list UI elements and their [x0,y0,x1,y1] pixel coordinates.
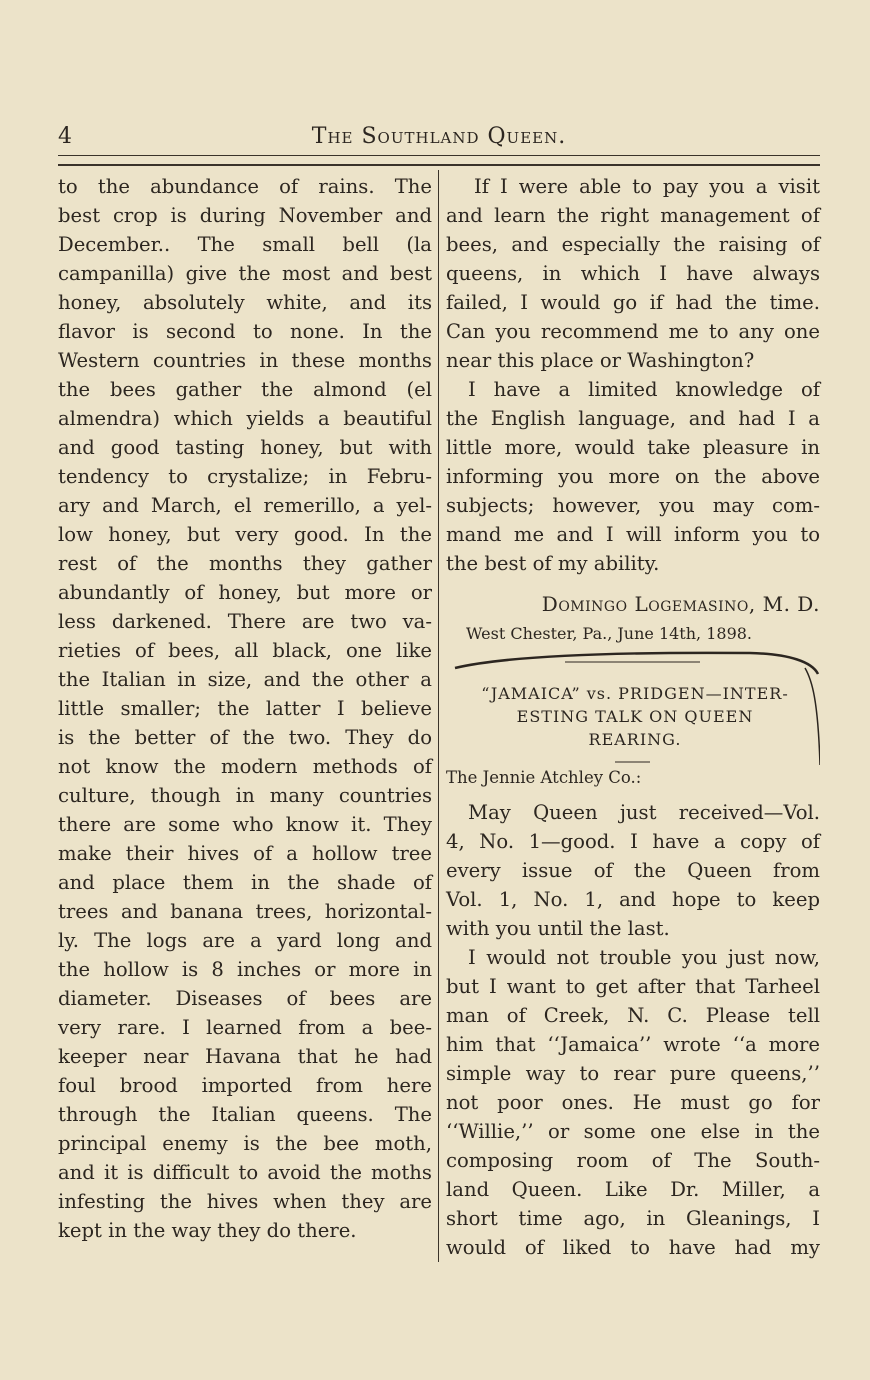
left-line: honey, absolutely white, and its [58,291,432,314]
left-line: rieties of bees, all black, one like [58,639,432,662]
left-line: keeper near Havana that he had [58,1045,432,1068]
left-line: and good tasting honey, but with [58,436,432,459]
left-line: rest of the months they gather [58,552,432,575]
article-line: I would not trouble you just now, [468,946,820,969]
left-line: abundantly of honey, but more or [58,581,432,604]
article-line: ‘‘Willie,’’ or some one else in the [446,1120,820,1143]
right-line: bees, and especially the raising of [446,233,820,256]
left-line: kept in the way they do there. [58,1219,357,1242]
signature-name: Domingo Logemasino, M. D. [541,592,820,616]
page-number: 4 [58,124,72,149]
left-line: not know the modern methods of [58,755,432,778]
article-line: simple way to rear pure queens,’’ [446,1062,820,1085]
left-line: very rare. I learned from a bee- [58,1016,432,1039]
right-line: near this place or Washington? [446,349,755,372]
running-title: The Southland Queen. [311,124,567,149]
article-line: Vol. 1, No. 1, and hope to keep [446,888,820,911]
article-line: him that ‘‘Jamaica’’ wrote ‘‘a more [446,1033,820,1056]
article-line: not poor ones. He must go for [446,1091,820,1114]
left-line: foul brood imported from here [58,1074,432,1097]
article-line: short time ago, in Gleanings, I [446,1207,820,1230]
left-line: make their hives of a hollow tree [58,842,432,865]
page-header [58,118,820,154]
left-line: infesting the hives when they are [58,1190,432,1213]
left-line: through the Italian queens. The [58,1103,432,1126]
heading-line: “JAMAICA” vs. PRIDGEN—INTER- [481,684,789,703]
article-line: composing room of The South- [446,1149,820,1172]
right-line: and learn the right management of [446,204,820,227]
right-line: the best of my ability. [446,552,660,575]
left-line: December.. The small bell (la [58,233,432,256]
left-line: ly. The logs are a yard long and [58,929,432,952]
left-line: ary and March, el remerillo, a yel- [58,494,432,517]
header-double-rule [58,155,820,166]
right-column-top [446,172,820,578]
heading-line: REARING. [588,730,682,749]
right-line: informing you more on the above [446,465,820,488]
left-line: almendra) which yields a beautiful [58,407,432,430]
article-line: but I want to get after that Tarheel [446,975,820,998]
left-line: little smaller; the latter I believe [58,697,432,720]
article-line: every issue of the Queen from [446,859,820,882]
article-line: 4, No. 1—good. I have a copy of [446,830,820,853]
left-line: there are some who know it. They [58,813,432,836]
left-line: campanilla) give the most and best [58,262,432,285]
article-body [446,798,820,1262]
left-line: and it is difficult to avoid the moths [58,1161,432,1184]
salutation: The Jennie Atchley Co.: [446,768,642,787]
article-line: May Queen just received—Vol. [468,801,820,824]
left-line: the Italian in size, and the other a [58,668,432,691]
article-heading [450,682,820,751]
right-line: little more, would take pleasure in [446,436,820,459]
right-line: failed, I would go if had the time. [446,291,820,314]
left-line: low honey, but very good. In the [58,523,432,546]
right-line: queens, in which I have always [446,262,820,285]
right-line: mand me and I will inform you to [446,523,820,546]
left-line: Western countries in these months [58,349,432,372]
article-line: land Queen. Like Dr. Miller, a [446,1178,820,1201]
right-line: the English language, and had I a [446,407,820,430]
left-line: principal enemy is the bee moth, [58,1132,432,1155]
signature-place-date: West Chester, Pa., June 14th, 1898. [466,624,753,643]
right-line: If I were able to pay you a visit [474,175,820,198]
left-line: to the abundance of rains. The [58,175,432,198]
left-line: and place them in the shade of [58,871,432,894]
right-line: I have a limited knowledge of [468,378,820,401]
left-line: less darkened. There are two va- [58,610,432,633]
left-column [58,172,432,1245]
left-line: diameter. Diseases of bees are [58,987,432,1010]
left-line: trees and banana trees, horizontal- [58,900,432,923]
article-line: man of Creek, N. C. Please tell [446,1004,820,1027]
right-line: subjects; however, you may com- [446,494,820,517]
right-line: Can you recommend me to any one [446,320,820,343]
column-divider [438,170,439,1262]
left-line: tendency to crystalize; in Febru- [58,465,432,488]
article-line: would of liked to have had my [446,1236,820,1259]
left-line: the bees gather the almond (el [58,378,432,401]
left-line: the hollow is 8 inches or more in [58,958,432,981]
left-line: is the better of the two. They do [58,726,432,749]
article-line: with you until the last. [446,917,670,940]
heading-line: ESTING TALK ON QUEEN [516,707,754,726]
left-line: flavor is second to none. In the [58,320,432,343]
left-line: best crop is during November and [58,204,432,227]
left-line: culture, though in many countries [58,784,432,807]
